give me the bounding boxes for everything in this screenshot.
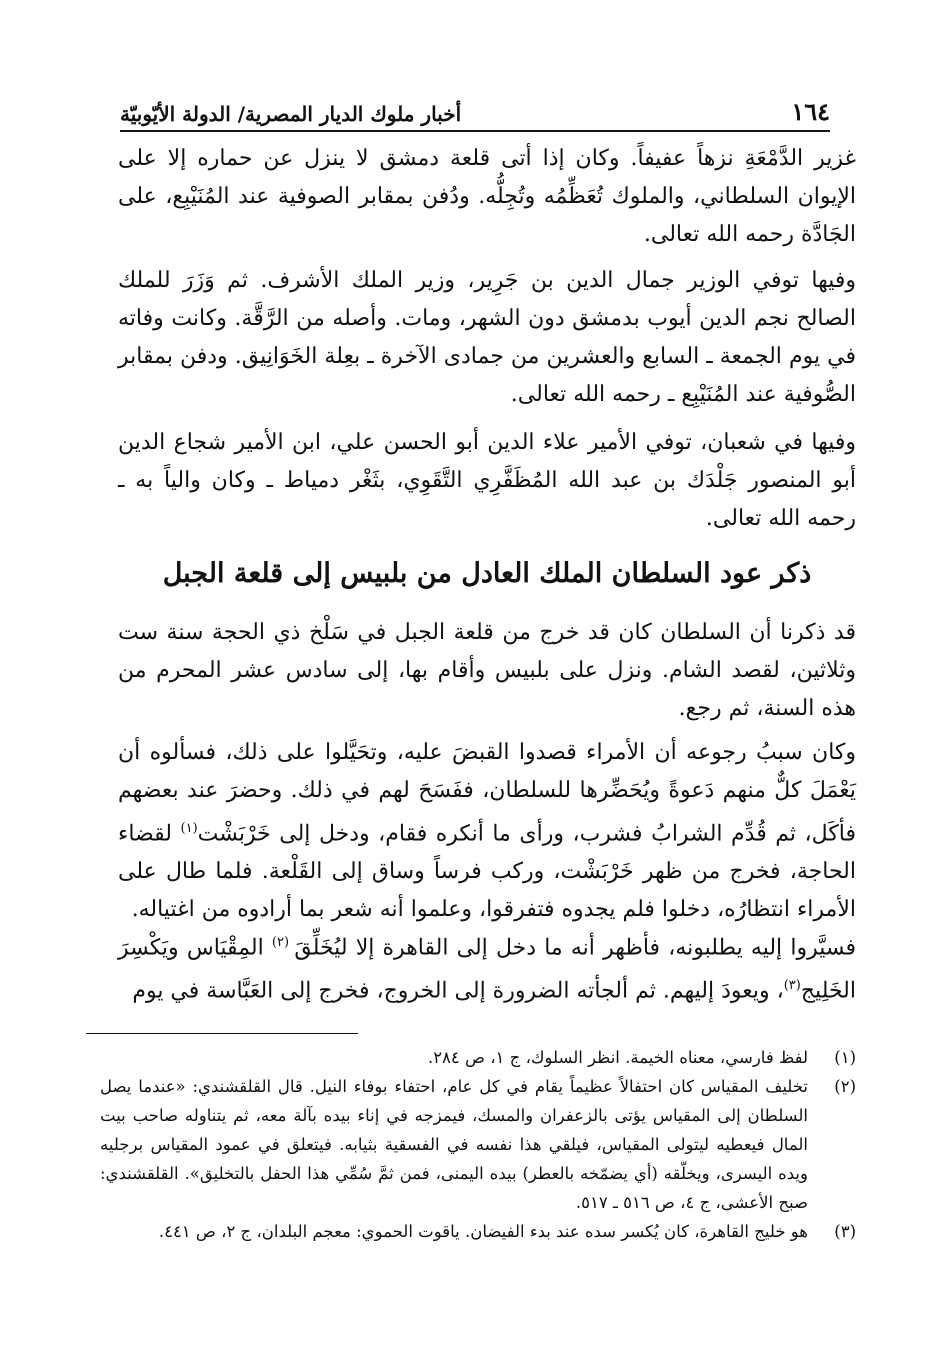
section-paragraph-3-part-3: ، ويعودَ إليهم. ثم ألجأته الضرورة إلى الخروج، فخرج إلى العَبَّاسة في يوم [132,978,784,1004]
footnote-marker-1: (١) [180,821,198,836]
section-paragraph-3-part-2: المِقْيَاس ويَكْسِرَ الخَلِيج [118,935,856,1004]
footnote-marker-3: (٣) [783,978,801,994]
footnote-2 [100,1072,856,1217]
footnote-number: (٣) [834,1222,856,1241]
footnote-marker-2: (٢) [271,935,295,950]
footnote-number: (٢) [834,1077,856,1096]
running-title: أخبار ملوك الديار المصرية/ الدولة الأيّوبيّة [120,102,462,126]
section-paragraph-3-part-1: فسيَّروا إليه يطلبونه، فأظهر أنه ما دخل إلى القاهرة إلا ليُخَلِّقَ [294,935,856,961]
footnote-text: تخليف المقياس كان احتفالاً عظيماً يقام في كل عام، احتفاء بوفاء النيل. قال القلقشندي: «عندما يصل السلطان إلى المقياس يؤتى بالزعفران والمسك، فيمزجه في إناء بيده بآلة معه، ثم يتناوله صاحب بيت المال فيعطيه ليتولى المقياس، فيلقي هذا نفسه في الفسقية بثيابه. فيتعلق في عمود المقياس برجليه ويده اليسرى، ويخلّقه (أي يضمّخه بالعطر) بيده اليمنى، فمن ثمَّ سُمِّي هذا الحفل بالتخليق». القلقشندي: صبح الأعشى، ج ٤، ص ٥١٦ ـ ٥١٧. [100,1077,808,1212]
section-heading: ذكر عود السلطان الملك العادل من بلبيس إلى قلعة الجبل [162,558,812,589]
paragraph-3: وفيها في شعبان، توفي الأمير علاء الدين أبو الحسن علي، ابن الأمير شجاع الدين أبو المنصور جَلْدَك بن عبد الله المُظَفَّرِي التَّقَوِي، بثَغْر دمياط ـ وكان والياً به ـ رحمه الله تعالى. [118,430,856,531]
section-paragraph-1: قد ذكرنا أن السلطان كان قد خرج من قلعة الجبل في سَلْخ ذي الحجة سنة ست وثلاثين، لقصد الشام. ونزل على بلبيس وأقام بها، إلى سادس عشر المحرم من هذه السنة، ثم رجع. [118,620,856,721]
paragraph-2: وفيها توفي الوزير جمال الدين بن جَرِير، وزير الملك الأشرف. ثم وَزَرَ للملك الصالح نجم الدين أيوب بدمشق دون الشهر، ومات. وأصله من الرَّقَّة. وكانت وفاته في يوم الجمعة ـ السابع والعشرين من جمادى الآخرة ـ بعِلة الخَوَانِيق. ودفن بمقابر الصُّوفية عند المُنَيْبِع ـ رحمه الله تعالى. [118,268,856,407]
footnote-1 [100,1043,856,1072]
section-paragraph-2-part-1: وكان سببُ رجوعه أن الأمراء قصدوا القبضَ عليه، وتحَيَّلوا على ذلك، فسألوه أن يَعْمَلَ كلٌّ منهم دَعوةً ويُحَضِّرها للسلطان، ففَسَحَ لهم في ذلك. وحضرَ عند بعضهم فأكَل، ثم قُدِّم الشرابُ فشرب، ورأى ما أنكره فقام، ودخل إلى خَرْبَشْت [118,740,857,847]
section-paragraph-2-part-2: لقضاء الحاجة، فخرج من ظهر خَرْبَشْت، وركب فرساً وساق إلى القَلْعة. فلما طال على الأمراء انتظارُه، دخلوا فلم يجدوه فتفرقوا، وعلموا أنه شعر بما أرادوه من اغتياله. [118,821,856,923]
section-paragraph-2 [118,734,856,929]
footnotes [100,1043,856,1246]
section-paragraph-3 [118,924,856,1011]
footnote-text: هو خليج القاهرة، كان يُكسر سده عند بدء الفيضان. ياقوت الحموي: معجم البلدان، ج ٢، ص ٤٤١. [158,1222,808,1241]
footnote-text: لفظ فارسي، معناه الخيمة. انظر السلوك، ج ١، ص ٢٨٤. [427,1048,808,1067]
footnote-3 [100,1217,856,1246]
paragraph-1: غزير الدَّمْعَةِ نزهاً عفيفاً. وكان إذا أتى قلعة دمشق لا ينزل عن حماره إلا على الإيوان السلطاني، والملوك تُعَظِّمُه وتُجِلُّه. ودُفن بمقابر الصوفية عند المُنَيْبِع، على الجَادَّة رحمه الله تعالى. [118,146,856,247]
footnote-separator [86,1033,358,1034]
footnote-number: (١) [834,1048,856,1067]
page-header [120,86,830,132]
page-number: ١٦٤ [791,97,830,126]
